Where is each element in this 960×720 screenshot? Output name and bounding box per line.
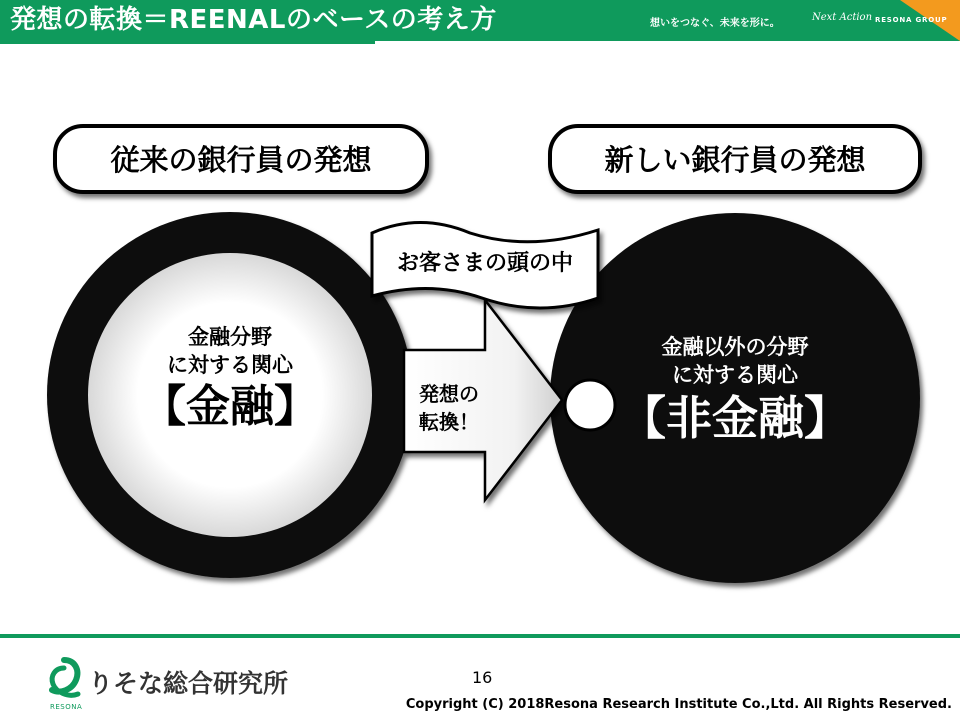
right-circle-line: に対する関心 — [672, 363, 798, 387]
page-number: 16 — [472, 668, 493, 687]
company-sub: RESONA — [50, 703, 83, 711]
left-circle-line: に対する関心 — [167, 353, 293, 377]
left-circle-line: 金融分野 — [188, 325, 272, 349]
right-circle-text — [600, 333, 870, 447]
footer-line — [0, 634, 960, 638]
arrow-text-line: 転換！ — [419, 410, 479, 434]
left-circle-emphasis: 【金融】 — [142, 381, 318, 432]
slide-title: 発想の転換＝REENALのベースの考え方 — [10, 5, 497, 35]
right-circle-emphasis: 【非金融】 — [620, 391, 850, 445]
right-label: 新しい銀行員の発想 — [604, 143, 866, 177]
banner-label: お客さまの頭の中 — [396, 251, 573, 276]
left-label: 従来の銀行員の発想 — [110, 143, 372, 177]
copyright: Copyright (C) 2018Resona Research Institute Co.,Ltd. All Rights Reserved. — [405, 697, 952, 712]
company-name: りそな総合研究所 — [88, 669, 289, 698]
brand-script: Next Action — [812, 12, 873, 23]
left-circle-text — [110, 323, 350, 435]
arrow-text — [404, 380, 494, 436]
group-name: RESONA GROUP — [875, 16, 948, 24]
right-circle-line: 金融以外の分野 — [661, 335, 809, 359]
resona-logo-icon — [44, 656, 84, 702]
arrow-text-line: 発想の — [419, 382, 479, 406]
header-tagline: 想いをつなぐ、未来を形に。 — [650, 18, 780, 29]
